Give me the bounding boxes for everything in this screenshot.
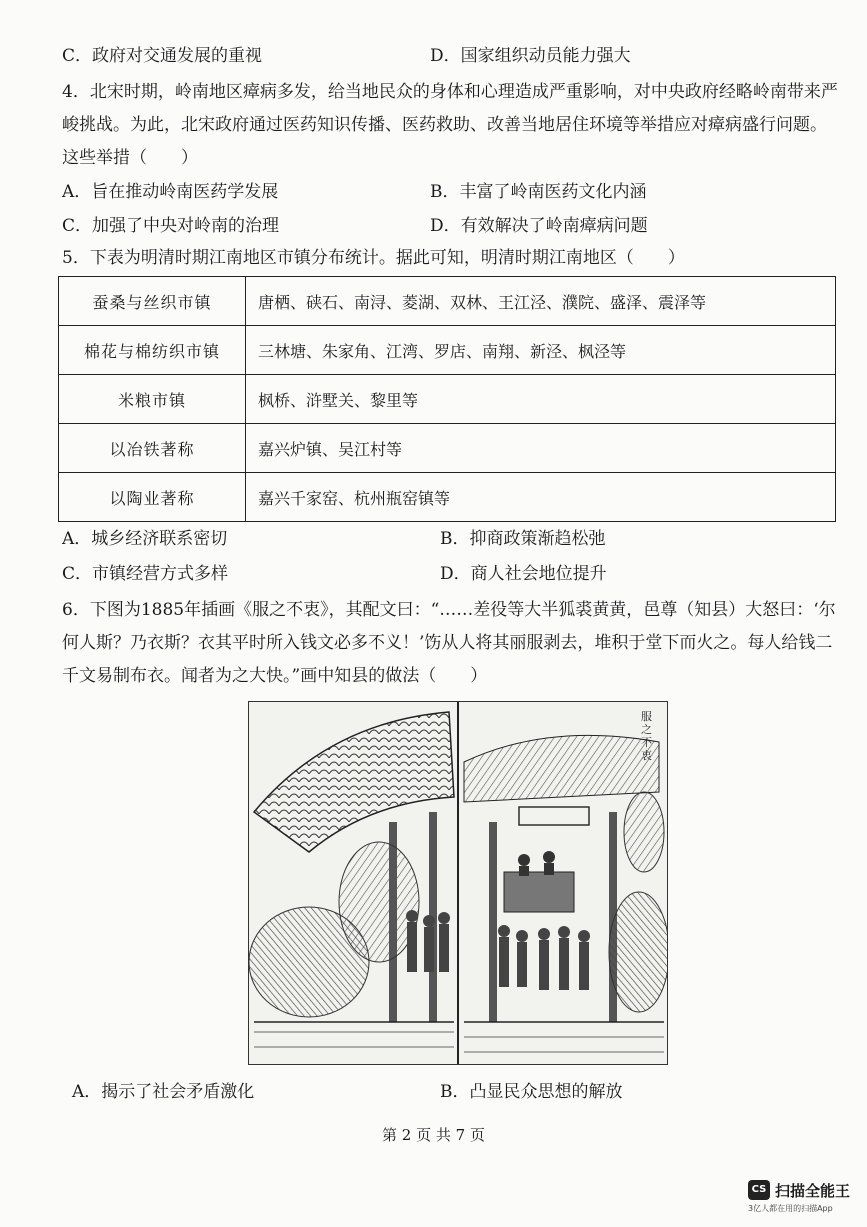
table-cell-category: 棉花与棉纺织市镇	[59, 326, 246, 375]
table-cell-category: 米粮市镇	[59, 375, 246, 424]
scanner-watermark	[748, 1178, 858, 1218]
q6-illustration	[248, 701, 668, 1065]
table-cell-category: 蚕桑与丝织市镇	[59, 277, 246, 326]
table-cell-category: 以陶业著称	[59, 473, 246, 522]
q6-option-b: B．凸显民众思想的解放	[440, 1082, 623, 1102]
table-row	[59, 473, 836, 522]
illustration-drawing	[249, 702, 667, 1064]
table-row	[59, 277, 836, 326]
q4-stem: 4．北宋时期，岭南地区瘴病多发，给当地民众的身体和心理造成严重影响，对中央政府经略岭南带来严峻挑战。为此，北宋政府通过医药知识传播、医药救助、改善当地居住环境等举措应对瘴病盛行问题。这些举措（ ）	[62, 82, 838, 168]
watermark-tagline: 3亿人都在用的扫描App	[748, 1204, 833, 1213]
table-row	[59, 424, 836, 473]
q4-option-c: C．加强了中央对岭南的治理	[62, 216, 280, 236]
q4-option-b: B．丰富了岭南医药文化内涵	[430, 182, 647, 202]
q3-option-c: C．政府对交通发展的重视	[62, 46, 263, 66]
camscanner-icon: CS	[748, 1180, 770, 1200]
q6-stem: 6．下图为1885年插画《服之不衷》，其配文曰：“……差役等大半狐裘黄黄，邑尊（知县）大怒曰：‘尔何人斯？乃衣斯？衣其平时所入钱文必多不义！’饬从人将其丽服剥去，堆积于堂下而火之。每人给钱二千文易制布衣。闻者为之大快。”画中知县的做法（ ）	[62, 600, 836, 686]
table-cell-towns: 嘉兴千家窑、杭州瓶窑镇等	[246, 473, 836, 522]
q5-option-a: A．城乡经济联系密切	[62, 529, 228, 549]
table-cell-towns: 唐栖、硖石、南浔、菱湖、双林、王江泾、濮院、盛泽、震泽等	[246, 277, 836, 326]
q6-option-a: A．揭示了社会矛盾激化	[72, 1082, 255, 1102]
table-cell-towns: 三林塘、朱家角、江湾、罗店、南翔、新泾、枫泾等	[246, 326, 836, 375]
table-row	[59, 375, 836, 424]
q4-option-d: D．有效解决了岭南瘴病问题	[430, 216, 648, 236]
q5-option-b: B．抑商政策渐趋松弛	[440, 529, 606, 549]
page-number: 第 2 页 共 7 页	[382, 1126, 485, 1144]
q4-option-a: A．旨在推动岭南医药学发展	[62, 182, 279, 202]
q5-stem: 5．下表为明清时期江南地区市镇分布统计。据此可知，明清时期江南地区（ ）	[62, 248, 685, 268]
illustration-title: 服之不衷	[641, 710, 652, 762]
watermark-name: 扫描全能王	[775, 1182, 851, 1200]
q5-option-c: C．市镇经营方式多样	[62, 564, 229, 584]
table-cell-towns: 嘉兴炉镇、吴江村等	[246, 424, 836, 473]
q5-option-d: D．商人社会地位提升	[440, 564, 607, 584]
q3-option-d: D．国家组织动员能力强大	[430, 46, 631, 66]
table-cell-towns: 枫桥、浒墅关、黎里等	[246, 375, 836, 424]
q5-market-town-table	[58, 276, 836, 522]
table-cell-category: 以冶铁著称	[59, 424, 246, 473]
table-row	[59, 326, 836, 375]
